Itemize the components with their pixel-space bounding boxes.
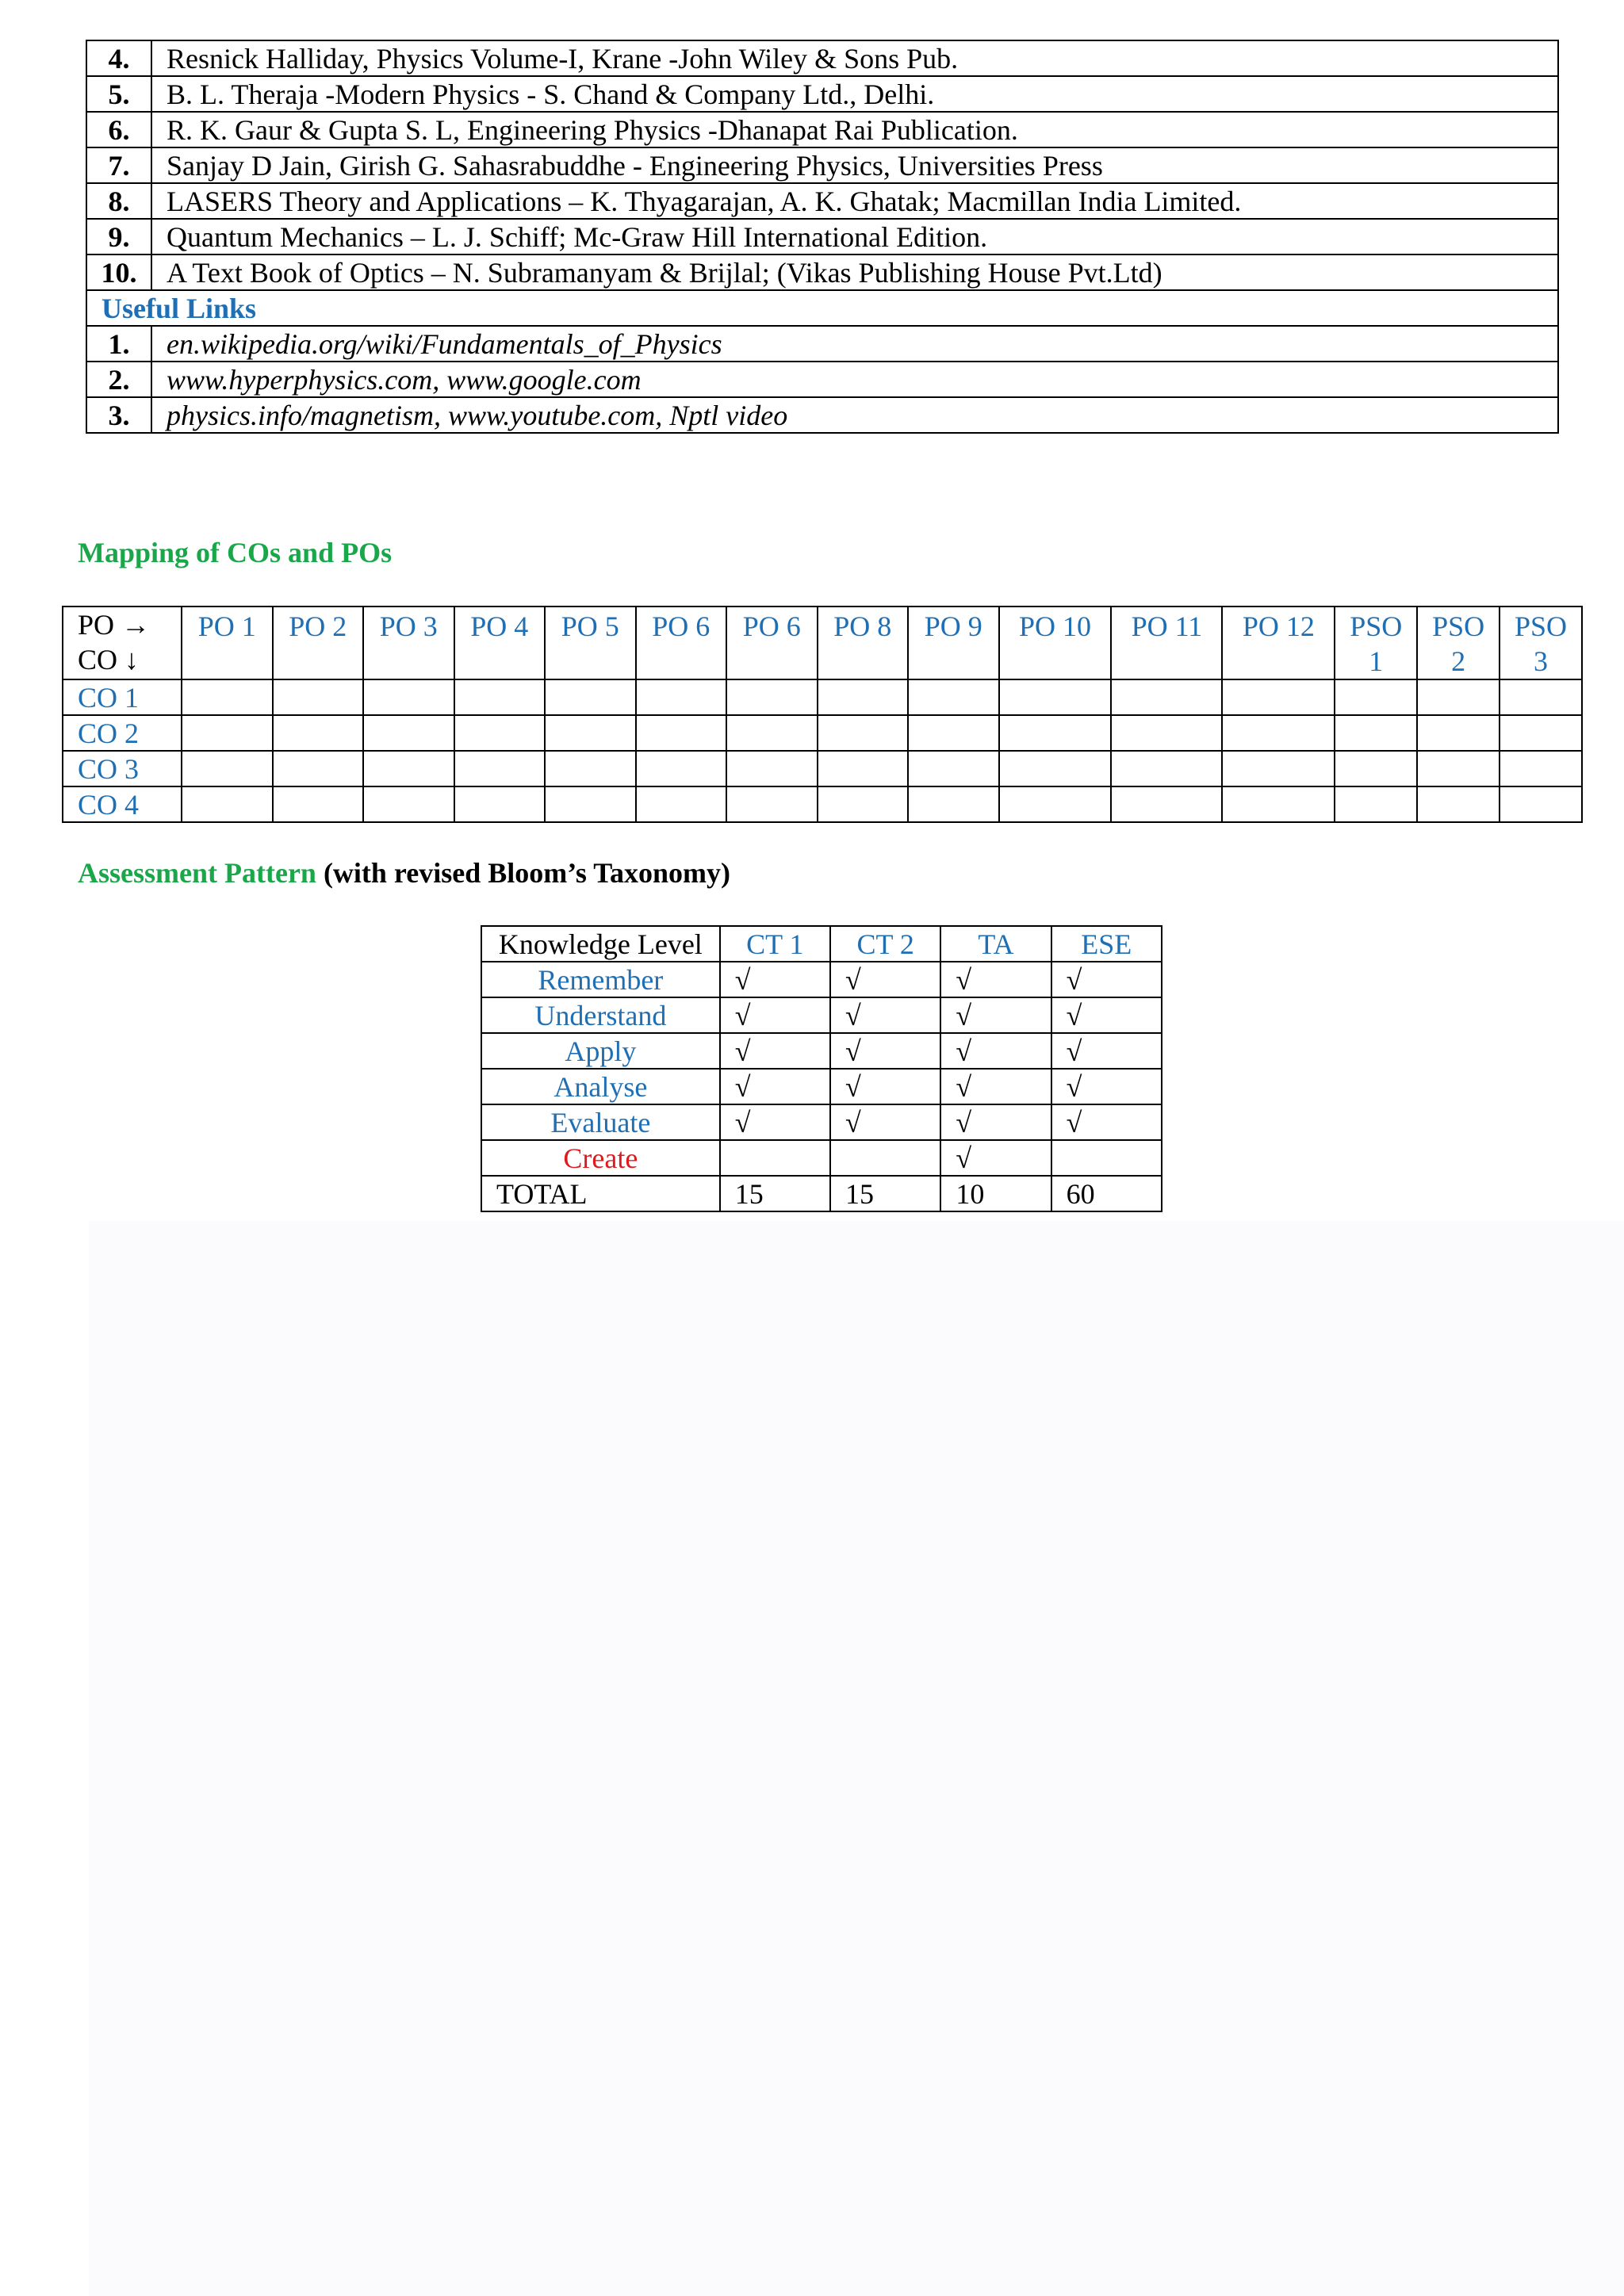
mapping-cell [1222, 786, 1335, 822]
reference-row [86, 40, 1558, 76]
po-header-line: PSO [1515, 610, 1568, 642]
assessment-cell: √ [830, 997, 940, 1033]
assessment-cell: √ [720, 1069, 830, 1104]
reference-number: 4. [86, 40, 151, 76]
reference-text: A Text Book of Optics – N. Subramanyam & Brijlal; (Vikas Publishing House Pvt.Ltd) [151, 254, 1558, 290]
po-header-line: PO 4 [470, 610, 529, 642]
mapping-cell [818, 679, 909, 715]
knowledge-level-header: Knowledge Level [481, 926, 720, 962]
po-header-line: PO 9 [924, 610, 982, 642]
mapping-cell [999, 751, 1112, 786]
mapping-cell [273, 679, 364, 715]
mapping-cell [1335, 715, 1417, 751]
assessment-row [481, 1104, 1162, 1140]
reference-number: 9. [86, 219, 151, 254]
mapping-cell [726, 751, 818, 786]
useful-links-heading-row [86, 290, 1558, 326]
mapping-corner [63, 607, 182, 679]
po-header-line: 1 [1369, 645, 1384, 677]
useful-links-heading: Useful Links [86, 290, 1558, 326]
corner-co-label: CO ↓ [78, 644, 140, 675]
mapping-cell [999, 715, 1112, 751]
reference-text: R. K. Gaur & Gupta S. L, Engineering Physics -Dhanapat Rai Publication. [151, 112, 1558, 147]
mapping-cell [273, 751, 364, 786]
reference-row [86, 112, 1558, 147]
po-header [818, 607, 909, 679]
total-value: 10 [940, 1176, 1051, 1211]
reference-number: 8. [86, 183, 151, 219]
assessment-title [78, 856, 730, 890]
po-header [908, 607, 999, 679]
assessment-cell [720, 1140, 830, 1176]
mapping-cell [999, 679, 1112, 715]
assessment-row [481, 1069, 1162, 1104]
mapping-cell [1335, 751, 1417, 786]
po-header [999, 607, 1112, 679]
po-header [1222, 607, 1335, 679]
mapping-cell [726, 679, 818, 715]
mapping-cell [1222, 715, 1335, 751]
mapping-cell [182, 715, 273, 751]
mapping-cell [1335, 679, 1417, 715]
po-header-line: PO 2 [289, 610, 347, 642]
assessment-cell: √ [1051, 962, 1162, 997]
po-header [545, 607, 636, 679]
reference-number: 7. [86, 147, 151, 183]
po-header-line: PO 8 [833, 610, 892, 642]
mapping-cell [454, 679, 546, 715]
mapping-cell [545, 751, 636, 786]
mapping-cell [1335, 786, 1417, 822]
mapping-cell [908, 751, 999, 786]
reference-text: Sanjay D Jain, Girish G. Sahasrabuddhe - Engineering Physics, Universities Press [151, 147, 1558, 183]
co-label: CO 4 [63, 786, 182, 822]
assessment-cell: √ [1051, 1069, 1162, 1104]
mapping-cell [273, 715, 364, 751]
useful-link[interactable]: www.hyperphysics.com, www.google.com [151, 362, 1558, 397]
mapping-cell [1417, 679, 1500, 715]
reference-row [86, 219, 1558, 254]
mapping-cell [545, 786, 636, 822]
knowledge-level: Analyse [481, 1069, 720, 1104]
knowledge-level: Apply [481, 1033, 720, 1069]
mapping-cell [999, 786, 1112, 822]
mapping-cell [636, 751, 727, 786]
mapping-cell [545, 715, 636, 751]
co-label: CO 1 [63, 679, 182, 715]
total-value: 60 [1051, 1176, 1162, 1211]
mapping-cell [1500, 751, 1582, 786]
mapping-cell [454, 751, 546, 786]
assessment-cell: √ [1051, 1104, 1162, 1140]
po-header-line: 3 [1534, 645, 1549, 677]
useful-link-row [86, 326, 1558, 362]
assessment-column-header: CT 1 [720, 926, 830, 962]
assessment-total-row [481, 1176, 1162, 1211]
po-header [182, 607, 273, 679]
link-number: 1. [86, 326, 151, 362]
po-header-line: PO 3 [379, 610, 438, 642]
mapping-cell [1417, 786, 1500, 822]
useful-link[interactable]: physics.info/magnetism, www.youtube.com, Nptl video [151, 397, 1558, 433]
assessment-header-row [481, 926, 1162, 962]
po-header [1111, 607, 1222, 679]
mapping-title: Mapping of COs and POs [78, 537, 393, 568]
assessment-cell: √ [830, 1033, 940, 1069]
po-header [1417, 607, 1500, 679]
assessment-cell: √ [940, 1033, 1051, 1069]
mapping-cell [908, 786, 999, 822]
mapping-cell [545, 679, 636, 715]
mapping-cell [363, 679, 454, 715]
mapping-row [63, 786, 1582, 822]
mapping-cell [273, 786, 364, 822]
po-header-line: PO 12 [1242, 610, 1315, 642]
assessment-cell: √ [720, 1104, 830, 1140]
mapping-cell [1111, 786, 1222, 822]
assessment-row [481, 1140, 1162, 1176]
page-background [89, 1221, 1624, 2296]
po-header-line: PO 1 [197, 610, 256, 642]
assessment-cell: √ [940, 997, 1051, 1033]
total-value: 15 [720, 1176, 830, 1211]
mapping-cell [1111, 715, 1222, 751]
mapping-cell [726, 786, 818, 822]
po-header [363, 607, 454, 679]
assessment-title-suffix: (with revised Bloom’s Taxonomy) [323, 857, 730, 889]
mapping-cell [908, 715, 999, 751]
assessment-cell: √ [940, 1104, 1051, 1140]
reference-number: 10. [86, 254, 151, 290]
reference-text: Resnick Halliday, Physics Volume-I, Krane -John Wiley & Sons Pub. [151, 40, 1558, 76]
mapping-cell [1500, 715, 1582, 751]
reference-text: Quantum Mechanics – L. J. Schiff; Mc-Graw Hill International Edition. [151, 219, 1558, 254]
po-header-line: PSO [1432, 610, 1485, 642]
mapping-cell [363, 715, 454, 751]
mapping-cell [1111, 751, 1222, 786]
mapping-row [63, 679, 1582, 715]
mapping-cell [1222, 679, 1335, 715]
mapping-cell [1222, 751, 1335, 786]
knowledge-level: Understand [481, 997, 720, 1033]
mapping-cell [818, 751, 909, 786]
reference-row [86, 183, 1558, 219]
mapping-cell [1500, 679, 1582, 715]
po-header-line: PO 6 [742, 610, 801, 642]
mapping-cell [818, 715, 909, 751]
link-number: 2. [86, 362, 151, 397]
assessment-column-header: ESE [1051, 926, 1162, 962]
mapping-cell [182, 751, 273, 786]
knowledge-level: Evaluate [481, 1104, 720, 1140]
mapping-cell [363, 786, 454, 822]
po-header [1500, 607, 1582, 679]
knowledge-level: Create [481, 1140, 720, 1176]
mapping-cell [1417, 751, 1500, 786]
assessment-table [481, 925, 1162, 1212]
mapping-cell [363, 751, 454, 786]
mapping-cell [182, 786, 273, 822]
po-header-line: PO 11 [1131, 610, 1203, 642]
mapping-row [63, 751, 1582, 786]
useful-link-row [86, 397, 1558, 433]
reference-row [86, 254, 1558, 290]
po-header [726, 607, 818, 679]
reference-row [86, 147, 1558, 183]
corner-po-label: PO → [78, 609, 151, 641]
po-header [273, 607, 364, 679]
po-header-line: PSO [1350, 610, 1403, 642]
assessment-cell: √ [720, 997, 830, 1033]
useful-link[interactable]: en.wikipedia.org/wiki/Fundamentals_of_Physics [151, 326, 1558, 362]
reference-row [86, 76, 1558, 112]
mapping-cell [726, 715, 818, 751]
assessment-cell: √ [1051, 1033, 1162, 1069]
assessment-cell: √ [940, 1140, 1051, 1176]
assessment-column-header: TA [940, 926, 1051, 962]
assessment-cell: √ [830, 1069, 940, 1104]
assessment-cell: √ [940, 962, 1051, 997]
assessment-title-main: Assessment Pattern [78, 857, 316, 889]
total-value: 15 [830, 1176, 940, 1211]
reference-number: 5. [86, 76, 151, 112]
knowledge-level: Remember [481, 962, 720, 997]
total-label: TOTAL [481, 1176, 720, 1211]
mapping-cell [1417, 715, 1500, 751]
reference-number: 6. [86, 112, 151, 147]
assessment-column-header: CT 2 [830, 926, 940, 962]
mapping-cell [454, 786, 546, 822]
assessment-cell: √ [830, 1104, 940, 1140]
po-header-line: PO 6 [652, 610, 710, 642]
assessment-cell: √ [830, 962, 940, 997]
assessment-row [481, 962, 1162, 997]
assessment-cell: √ [940, 1069, 1051, 1104]
co-label: CO 3 [63, 751, 182, 786]
mapping-cell [636, 786, 727, 822]
co-po-mapping-table [62, 606, 1583, 823]
references-table [86, 40, 1559, 434]
mapping-cell [1500, 786, 1582, 822]
mapping-cell [818, 786, 909, 822]
mapping-cell [636, 679, 727, 715]
po-header-line: 2 [1451, 645, 1466, 677]
mapping-cell [454, 715, 546, 751]
assessment-row [481, 997, 1162, 1033]
link-number: 3. [86, 397, 151, 433]
mapping-cell [636, 715, 727, 751]
mapping-cell [1111, 679, 1222, 715]
mapping-cell [182, 679, 273, 715]
po-header-line: PO 5 [561, 610, 619, 642]
reference-text: B. L. Theraja -Modern Physics - S. Chand & Company Ltd., Delhi. [151, 76, 1558, 112]
reference-text: LASERS Theory and Applications – K. Thyagarajan, A. K. Ghatak; Macmillan India Limited. [151, 183, 1558, 219]
assessment-row [481, 1033, 1162, 1069]
assessment-cell: √ [720, 1033, 830, 1069]
assessment-cell [1051, 1140, 1162, 1176]
useful-link-row [86, 362, 1558, 397]
co-label: CO 2 [63, 715, 182, 751]
mapping-row [63, 715, 1582, 751]
po-header-line: PO 10 [1018, 610, 1091, 642]
assessment-cell [830, 1140, 940, 1176]
po-header [454, 607, 546, 679]
mapping-header-row [63, 607, 1582, 679]
po-header [636, 607, 727, 679]
assessment-cell: √ [720, 962, 830, 997]
mapping-cell [908, 679, 999, 715]
po-header [1335, 607, 1417, 679]
assessment-cell: √ [1051, 997, 1162, 1033]
